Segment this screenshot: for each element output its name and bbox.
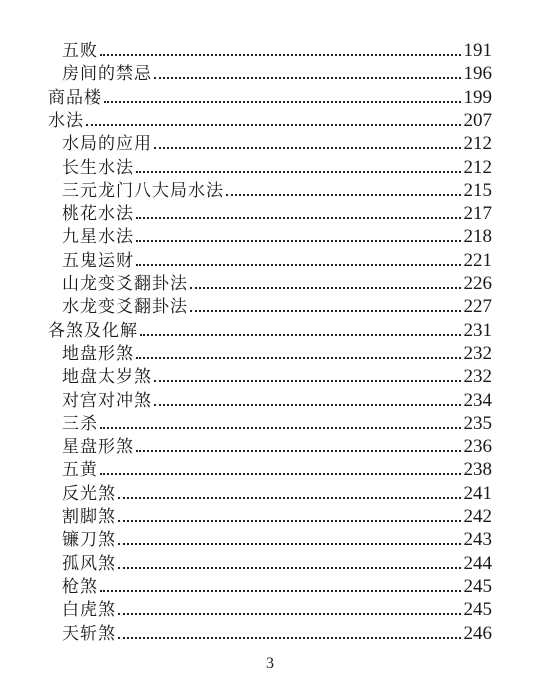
dot-leader xyxy=(100,587,461,592)
toc-entry[interactable] xyxy=(62,154,492,178)
toc-entry-title: 白虎煞 xyxy=(62,600,116,621)
dot-leader xyxy=(136,237,461,242)
toc-entry-page: 245 xyxy=(463,599,492,621)
dot-leader xyxy=(154,74,461,79)
toc-entry-title: 反光煞 xyxy=(62,483,116,504)
dot-leader xyxy=(100,470,461,475)
toc-entry-page: 234 xyxy=(463,389,492,411)
toc-entry-page: 235 xyxy=(463,412,492,434)
toc-entry[interactable] xyxy=(62,200,492,224)
toc-entry-page: 221 xyxy=(463,249,492,271)
toc-entry[interactable] xyxy=(48,317,492,341)
toc-entry-title: 山龙变爻翻卦法 xyxy=(62,274,188,294)
toc-entry[interactable] xyxy=(62,247,492,271)
toc-entry-title: 桃花水法 xyxy=(62,204,134,225)
toc-entry[interactable] xyxy=(62,433,492,457)
toc-entry-title: 对宫对冲煞 xyxy=(62,390,152,411)
toc-entry[interactable] xyxy=(62,387,492,411)
toc-entry-page: 207 xyxy=(463,109,492,131)
toc-entry-title: 孤风煞 xyxy=(62,553,116,574)
toc-entry-title: 五败 xyxy=(62,41,98,61)
toc-entry-page: 242 xyxy=(463,506,492,527)
toc-entry-title: 长生水法 xyxy=(62,157,134,178)
toc-entry-page: 238 xyxy=(463,459,492,481)
toc-entry-page: 246 xyxy=(463,622,492,644)
dot-leader xyxy=(118,610,461,615)
toc-entry[interactable] xyxy=(62,456,492,480)
toc-entry-title: 地盘太岁煞 xyxy=(62,367,152,388)
dot-leader xyxy=(136,214,461,219)
toc-entry-title: 商品楼 xyxy=(48,87,102,108)
dot-leader xyxy=(100,424,461,429)
dot-leader xyxy=(118,494,461,499)
toc-entry[interactable] xyxy=(62,37,492,61)
toc-entry[interactable] xyxy=(48,84,492,108)
toc-entry-page: 199 xyxy=(463,86,492,108)
toc-entry-title: 五黄 xyxy=(62,460,98,481)
dot-leader xyxy=(86,121,461,126)
toc-entry-title: 水局的应用 xyxy=(62,134,152,155)
toc-entry-title: 九星水法 xyxy=(62,227,134,248)
toc-entry-page: 226 xyxy=(463,273,492,294)
toc-entry-page: 245 xyxy=(463,575,492,597)
dot-leader xyxy=(118,517,461,522)
dot-leader xyxy=(154,401,461,406)
toc-entry-page: 231 xyxy=(463,319,492,341)
toc-entry-page: 227 xyxy=(463,296,492,318)
toc-entry-title: 房间的禁忌 xyxy=(62,64,152,85)
toc-entry[interactable] xyxy=(62,270,492,294)
toc-entry-title: 水法 xyxy=(48,110,84,131)
toc-entry-title: 割脚煞 xyxy=(62,507,116,527)
dot-leader xyxy=(118,540,461,545)
toc-entry[interactable] xyxy=(62,503,492,527)
toc-entry[interactable] xyxy=(62,573,492,597)
dot-leader xyxy=(154,144,461,149)
toc-entry-page: 215 xyxy=(463,179,492,201)
toc-entry-page: 241 xyxy=(463,482,492,504)
toc-entry-page: 244 xyxy=(463,552,492,574)
toc-entry-page: 232 xyxy=(463,366,492,388)
dot-leader xyxy=(136,261,461,266)
toc-entry-title: 天斩煞 xyxy=(62,623,116,644)
toc-entry-page: 243 xyxy=(463,529,492,551)
toc-entry[interactable] xyxy=(62,480,492,504)
toc-entry[interactable] xyxy=(62,596,492,620)
toc-entry[interactable] xyxy=(62,410,492,434)
toc-entry[interactable] xyxy=(62,293,492,317)
toc-entry[interactable] xyxy=(62,340,492,364)
dot-leader xyxy=(154,377,461,382)
toc-entry-title: 三杀 xyxy=(62,413,98,434)
toc-entry-title: 地盘形煞 xyxy=(62,343,134,364)
dot-leader xyxy=(118,634,461,639)
toc-entry[interactable] xyxy=(62,526,492,550)
dot-leader xyxy=(118,564,461,569)
toc-entry-title: 五鬼运财 xyxy=(62,250,134,271)
dot-leader xyxy=(136,354,461,359)
toc-entry-page: 236 xyxy=(463,436,492,458)
dot-leader xyxy=(190,307,461,312)
toc-entry[interactable] xyxy=(62,620,492,644)
dot-leader xyxy=(100,51,461,56)
toc-entry-page: 217 xyxy=(463,203,492,225)
toc-entry-page: 218 xyxy=(463,226,492,248)
toc-entry-title: 水龙变爻翻卦法 xyxy=(62,297,188,318)
toc-entry[interactable] xyxy=(62,60,492,84)
dot-leader xyxy=(140,331,461,336)
dot-leader xyxy=(226,191,461,196)
dot-leader xyxy=(104,98,461,103)
toc-entry-page: 191 xyxy=(463,40,492,61)
toc-entry-page: 212 xyxy=(463,133,492,155)
toc-entry-page: 196 xyxy=(463,63,492,85)
dot-leader xyxy=(136,447,461,452)
toc-entry-title: 镰刀煞 xyxy=(62,530,116,551)
toc-entry-title: 枪煞 xyxy=(62,576,98,597)
dot-leader xyxy=(190,284,461,289)
toc-entry[interactable] xyxy=(62,550,492,574)
toc-entry-title: 星盘形煞 xyxy=(62,437,134,458)
toc-entry-title: 三元龙门八大局水法 xyxy=(62,180,224,201)
toc-entry[interactable] xyxy=(62,363,492,387)
toc-entry[interactable] xyxy=(62,177,492,201)
toc-entry-page: 212 xyxy=(463,156,492,178)
toc-entry[interactable] xyxy=(48,107,492,131)
dot-leader xyxy=(136,168,461,173)
toc-entry-page: 232 xyxy=(463,342,492,364)
toc-entry-title: 各煞及化解 xyxy=(48,320,138,341)
toc-entry[interactable] xyxy=(62,223,492,247)
page-number: 3 xyxy=(266,655,274,672)
toc-entry[interactable] xyxy=(62,130,492,154)
